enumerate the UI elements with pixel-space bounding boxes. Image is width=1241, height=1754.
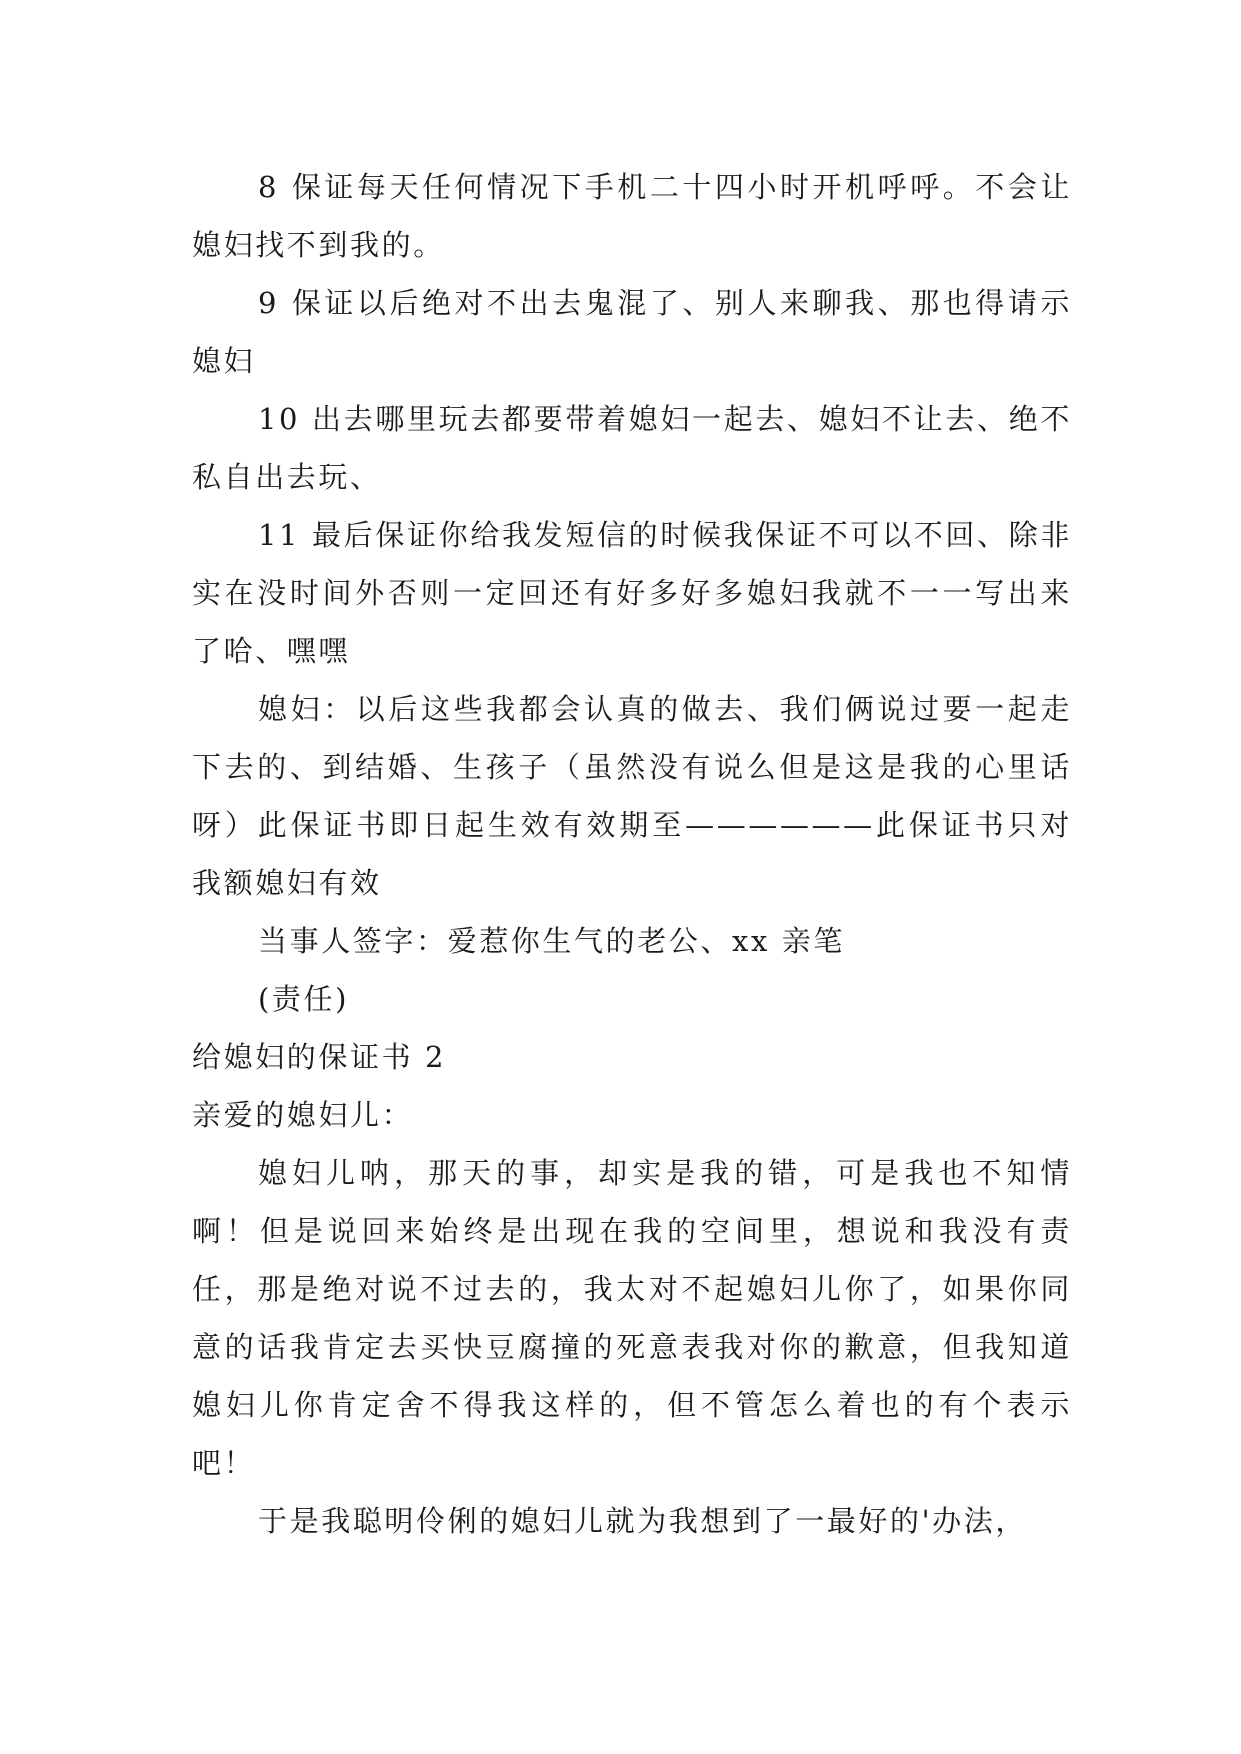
paragraph-wife-note: 媳妇：以后这些我都会认真的做去、我们俩说过要一起走下去的、到结婚、生孩子（虽然没有说么但是这是我的心里话呀）此保证书即日起生效有效期至——————此保证书只对我额媳妇有效 [192,692,1072,900]
paragraph-item-11: 11 最后保证你给我发短信的时候我保证不可以不回、除非实在没时间外否则一定回还有好多好多媳妇我就不一一写出来了哈、嘿嘿 [192,518,1072,668]
body-paragraph-apology: 媳妇儿呐，那天的事，却实是我的错，可是我也不知情啊！但是说回来始终是出现在我的空间里，想说和我没有责任，那是绝对说不过去的，我太对不起媳妇儿你了，如果你同意的话我肯定去买快豆腐撞的死意表我对你的歉意，但我知道媳妇儿你肯定舍不得我这样的，但不管怎么着也的有个表示吧！ [192,1156,1072,1480]
body-paragraph-solution: 于是我聪明伶俐的媳妇儿就为我想到了一最好的'办法， [258,1504,1027,1538]
signature-line: 当事人签字：爱惹你生气的老公、xx 亲笔 [258,924,845,958]
paragraph-item-9: 9 保证以后绝对不出去鬼混了、别人来聊我、那也得请示媳妇 [192,286,1072,378]
category-tag: (责任) [258,982,350,1016]
paragraph-item-8: 8 保证每天任何情况下手机二十四小时开机呼呼。不会让媳妇找不到我的。 [192,170,1072,262]
salutation: 亲爱的媳妇儿： [192,1098,414,1132]
section-title: 给媳妇的保证书 2 [192,1040,447,1074]
paragraph-item-10: 10 出去哪里玩去都要带着媳妇一起去、媳妇不让去、绝不私自出去玩、 [192,402,1072,494]
document-body [192,158,1072,1550]
